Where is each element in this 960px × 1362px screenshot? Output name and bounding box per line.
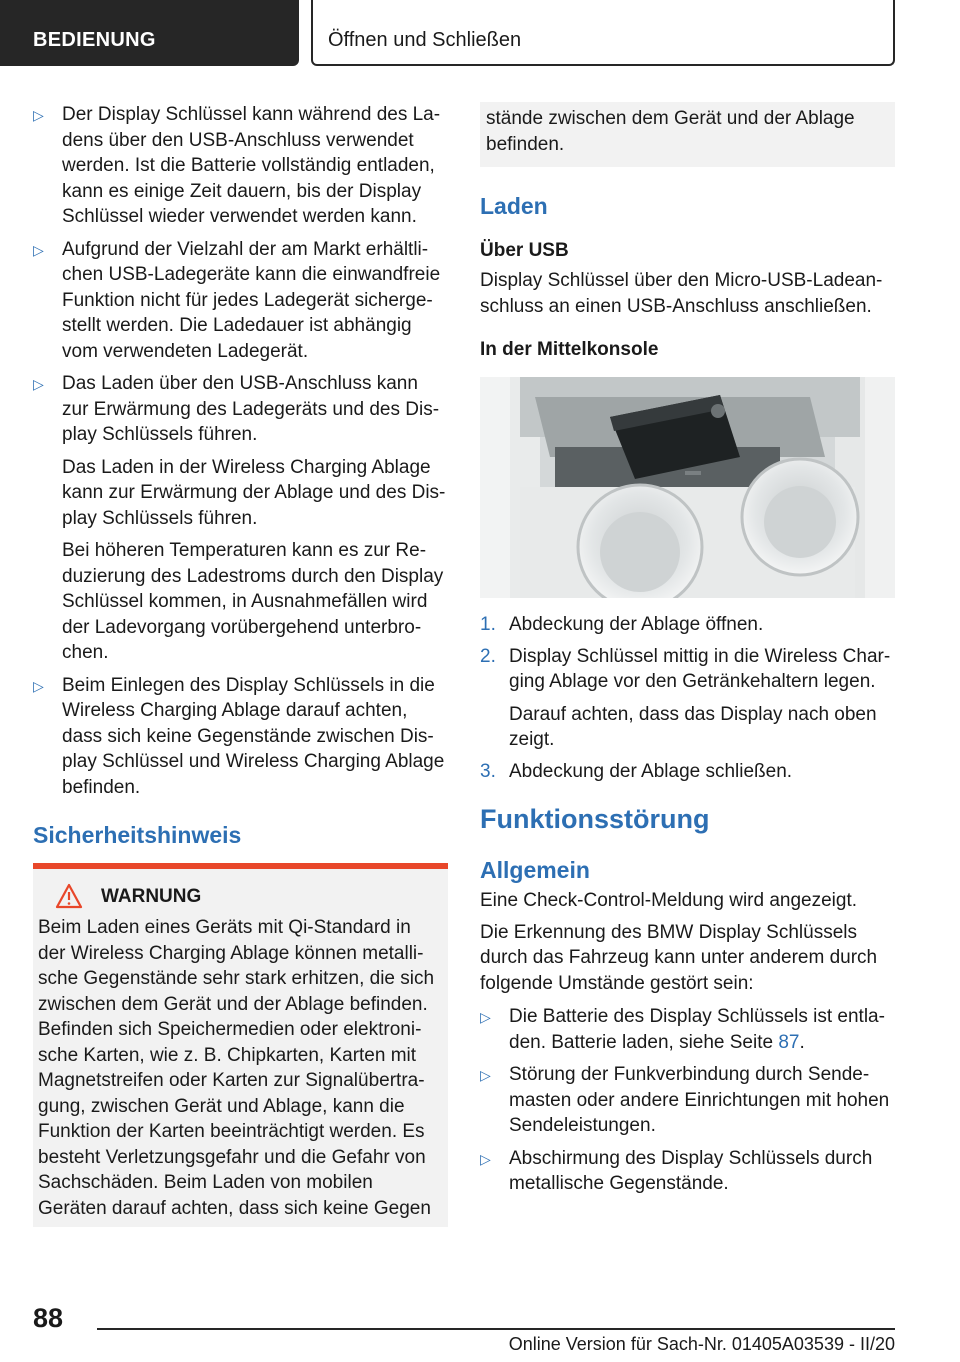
laden-heading: Laden xyxy=(480,193,548,219)
warning-box xyxy=(33,869,448,1227)
console-heading: In der Mittelkonsole xyxy=(480,339,659,360)
triangle-bullet-icon: ▷ xyxy=(33,677,44,694)
usb-heading: Über USB xyxy=(480,240,569,261)
general-text: Eine Check-Control-Meldung wird angezeigt. xyxy=(480,890,858,911)
list-item: ▷ Der Display Schlüssel kann während des Ladens über den USB-Anschluss verwendet werden. Ist die Batterie vollständig entladen, kann es einige Zeit dauern, bis der Display Schlüssel wieder verwendet werden kann. xyxy=(33,104,441,227)
warning-label: WARNUNG xyxy=(101,886,202,907)
list-subparagraph: Das Laden in der Wireless Charging Ablage kann zur Erwärmung der Ablage und des Display Schlüssels führen. xyxy=(62,456,446,529)
usb-text: Display Schlüssel über den Micro-USB-Ladeanschluss an einen USB-Anschluss anschließen. xyxy=(480,270,883,317)
triangle-bullet-icon: ▷ xyxy=(480,1067,491,1083)
step-number: 2. xyxy=(480,645,496,667)
center-console-photo xyxy=(480,377,895,598)
general-text: Die Erkennung des BMW Display Schlüssels durch das Fahrzeug kann unter anderem durch folgende Umstände gestört sein: xyxy=(480,921,878,994)
list-item: ▷ Das Laden über den USB-Anschluss kann zur Erwärmung des Ladegeräts und des Display Schlüssels führen. Das Laden in der Wireless Charging Ablage kann zur Erwärmung der Ablage und des Display Schlüssels führen. Bei höheren Temperaturen kann es zur Reduzierung des Ladestroms durch den Display Schlüssel kommen, in Ausnahmefällen wird der Ladevorgang vorübergehend unterbrochen. xyxy=(33,371,448,666)
triangle-bullet-icon: ▷ xyxy=(480,1009,491,1025)
triangle-bullet-icon: ▷ xyxy=(33,241,44,258)
chapter-title: Öffnen und Schließen xyxy=(328,29,522,51)
section-label: BEDIENUNG xyxy=(33,29,156,51)
general-heading: Allgemein xyxy=(480,857,590,883)
footer-rule xyxy=(97,1328,895,1330)
step-number: 1. xyxy=(480,614,496,635)
malfunction-heading: Funktionsstörung xyxy=(480,804,710,834)
step-item: 3. Abdeckung der Ablage schließen. xyxy=(480,759,895,785)
list-item: ▷ Beim Einlegen des Display Schlüssels in die Wireless Charging Ablage darauf achten, dass sich keine Gegenstände zwischen Display Schlüssel und Wireless Charging Ablage befinden. xyxy=(33,674,445,798)
triangle-bullet-icon: ▷ xyxy=(33,376,44,392)
footer-text: Online Version für Sach-Nr. 01405A03539 - II/20 xyxy=(508,1334,895,1354)
list-item: ▷ Die Batterie des Display Schlüssels ist entladen. Batterie laden, siehe Seite 87. xyxy=(480,1006,885,1053)
warning-continuation: stände zwischen dem Gerät und der Ablage befinden. xyxy=(480,102,895,167)
step-item: 1. Abdeckung der Ablage öffnen. xyxy=(480,612,895,638)
list-item: ▷ Aufgrund der Vielzahl der am Markt erhältlichen USB-Ladegeräte kann die einwandfreie Funktion nicht für jedes Ladegerät sichergestellt werden. Die Ladedauer ist abhängig vom verwendeten Ladegerät. xyxy=(33,238,441,362)
step-number: 3. xyxy=(480,760,496,782)
list-item: ▷ Abschirmung des Display Schlüssels durch metallische Gegenstände. xyxy=(480,1147,873,1194)
safety-heading: Sicherheitshinweis xyxy=(33,822,242,848)
right-column xyxy=(480,102,895,1204)
step-item: 2. Display Schlüssel mittig in die Wireless Charging Ablage vor den Getränkehaltern legen. Darauf achten, dass das Display nach oben zeigt. xyxy=(480,644,895,753)
section-tab xyxy=(0,0,299,66)
left-column xyxy=(33,102,448,1227)
warning-header xyxy=(38,883,443,915)
warning-text: Beim Laden eines Geräts mit Qi-Standard in der Wireless Charging Ablage können metallische Gegenstände sehr stark erhitzen, die sich zwischen dem Gerät und der Ablage befinden. Befinden sich Speichermedien oder elektronische Karten, wie z. B. Chipkarten, Karten mit Magnetstreifen oder Karten zur Signalübertragung, zwischen Gerät und Ablage, kann die Funktion der Karten beeinträchtigt werden. Es besteht Verletzungsgefahr und die Gefahr von Sachschäden. Beim Laden von mobilen Geräten darauf achten, dass sich keine Gegen xyxy=(38,917,435,1219)
list-subparagraph: Bei höheren Temperaturen kann es zur Reduzierung des Ladestroms durch den Display Schlüssel kommen, in Ausnahmefällen wird der Ladevorgang vorübergehend unterbrochen. xyxy=(62,540,444,663)
list-item: ▷ Störung der Funkverbindung durch Sendemasten oder andere Einrichtungen mit hohen Sendeleistungen. xyxy=(480,1064,890,1136)
page-link[interactable]: 87 xyxy=(778,1031,800,1053)
warning-triangle-icon xyxy=(55,883,83,909)
page-number: 88 xyxy=(33,1303,64,1333)
step-subparagraph: Darauf achten, dass das Display nach oben zeigt. xyxy=(509,703,877,750)
triangle-bullet-icon: ▷ xyxy=(33,107,44,123)
triangle-bullet-icon: ▷ xyxy=(480,1150,491,1167)
chapter-tab xyxy=(311,0,895,66)
